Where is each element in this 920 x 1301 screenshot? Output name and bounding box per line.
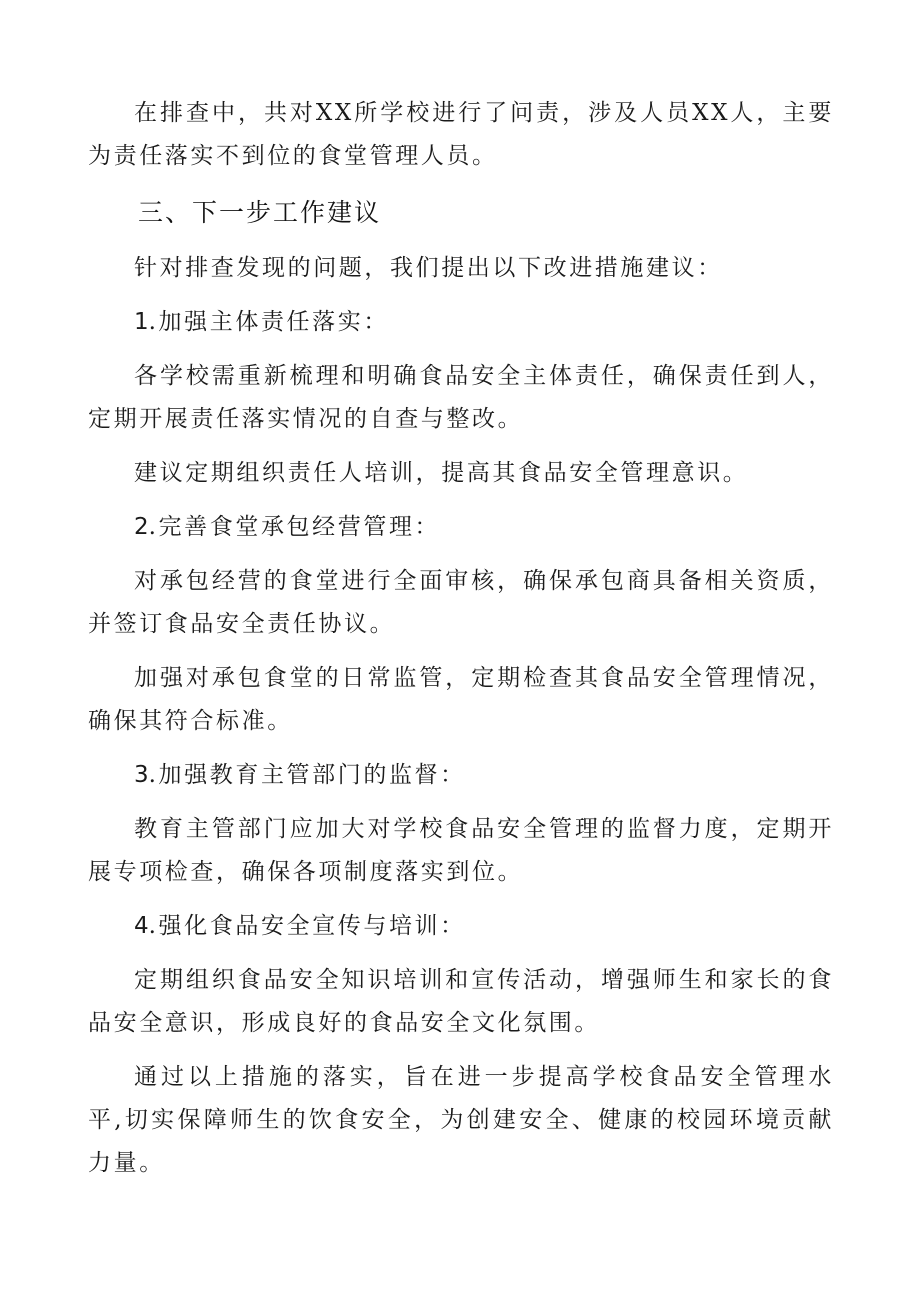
paragraph-closing: 通过以上措施的落实，旨在进一步提高学校食品安全管理水平,切实保障师生的饮食安全，为创建安全、健康的校园环境贡献力量。	[88, 1064, 834, 1176]
list-item-heading-4	[88, 905, 834, 948]
list-item-title: .加强主体责任落实：	[148, 309, 389, 335]
paragraph-item2-audit: 对承包经营的食堂进行全面审核，确保承包商具备相关资质，并签订食品安全责任协议。	[88, 568, 834, 637]
paragraph-item2-supervision: 加强对承包食堂的日常监管，定期检查其食品安全管理情况，确保其符合标准。	[88, 665, 834, 734]
paragraph-item3-detail: 教育主管部门应加大对学校食品安全管理的监督力度，定期开展专项检查，确保各项制度落实到位。	[88, 816, 834, 885]
list-item-heading-2	[88, 506, 834, 549]
paragraph-intro: 针对排查发现的问题，我们提出以下改进措施建议：	[134, 255, 723, 281]
list-item-title: .加强教育主管部门的监督：	[148, 762, 466, 788]
list-item-heading-3	[88, 754, 834, 797]
paragraph-item1-detail: 各学校需重新梳理和明确食品安全主体责任，确保责任到人，定期开展责任落实情况的自查与整改。	[88, 363, 834, 432]
list-item-number: 1	[134, 309, 149, 335]
paragraph-accountability: 在排查中，共对XX所学校进行了问责，涉及人员XX人，主要为责任落实不到位的食堂管理人员。	[88, 100, 834, 169]
paragraph-item1-training: 建议定期组织责任人培训，提高其食品安全管理意识。	[134, 460, 749, 486]
paragraph-item4-detail: 定期组织食品安全知识培训和宣传活动，增强师生和家长的食品安全意识，形成良好的食品安全文化氛围。	[88, 967, 834, 1036]
document-body	[88, 92, 834, 1196]
list-item-number: 3	[134, 762, 149, 788]
list-item-number: 2	[134, 514, 149, 540]
list-item-title: .强化食品安全宣传与培训：	[148, 913, 466, 939]
section-heading-next-steps: 三、下一步工作建议	[138, 198, 382, 227]
list-item-title: .完善食堂承包经营管理：	[148, 514, 441, 540]
list-item-number: 4	[134, 913, 149, 939]
list-item-heading-1	[88, 301, 834, 344]
